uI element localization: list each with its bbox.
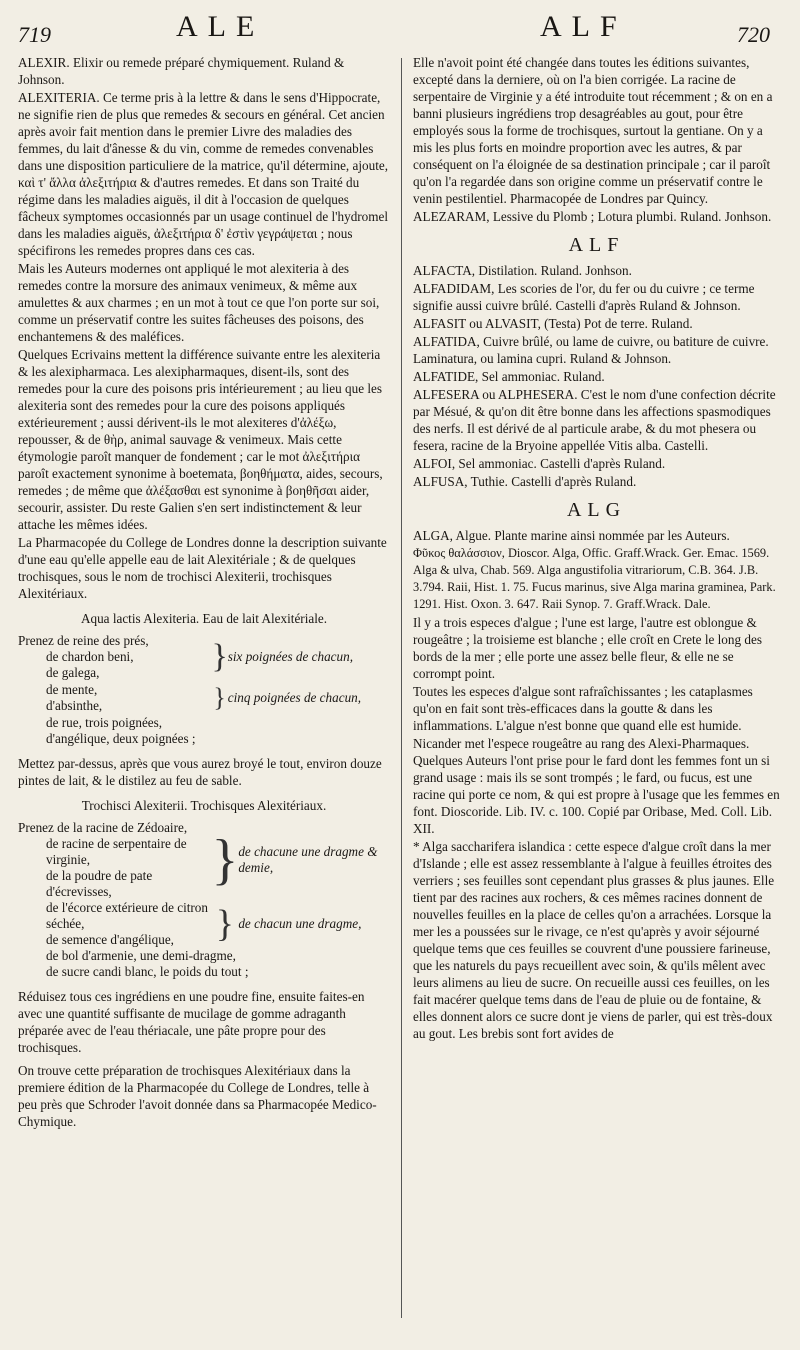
entry-alfacta: ALFACTA, Distilation. Ruland. Jonhson. [413,263,632,278]
recipe-title-trochisci: Trochisci Alexiterii. Trochisques Alexitériaux. [81,798,327,813]
paragraph-reduisez: Réduisez tous ces ingrédiens en une poudre fine, ensuite faites-en avec une quantité suffisante de mucilage de gomme adraganth préparée avec de l'eau thériacale, une pâte propre pour des trochisques. [18,989,365,1055]
recipe-line: de semence d'angélique, [46,932,174,947]
paragraph-mettez: Mettez par-dessus, après que vous aurez broyé le tout, environ douze pintes de lait, & le distilez au feu de sable. [18,756,382,788]
recipe-line: de sucre candi blanc, le poids du tout ; [46,964,249,979]
entry-alga: ALGA, Algue. Plante marine ainsi nommée par les Auteurs. [413,528,730,543]
recipe-note: cinq poignées de chacun, [227,690,362,705]
recipe-line: de l'écorce extérieure de citron séchée, [46,900,208,931]
entry-alfesera: ALFESERA ou ALPHESERA. C'est le nom d'une confection décrite par Mésué, & qu'on dit être bonne dans les affections spasmodiques des nerfs. Il est dérivé de al particule arabe, & du mot phesera ou fesera, racine de la Bryoine appellée Vitis alba. Castelli. [413,387,776,453]
right-page-number: 720 [737,22,770,47]
paragraph-trois-especes: Il y a trois especes d'algue ; l'une est large, l'autre est oblongue & rougeâtre ; la troisieme est blanche ; elle croît en Crete le long des bords de la mer ; elle porte une assez belle fleur, & elle ne se corrompt point. [413,615,762,681]
recipe-trochisci [18,820,390,980]
recipe-line: d'absinthe, [46,698,103,713]
recipe-line: de bol d'armenie, une demi-dragme, [46,948,236,963]
section-heading-alf: ALF [568,234,625,256]
brace-icon: } [211,829,239,891]
column-divider [401,58,402,1318]
entry-alfatide: ALFATIDE, Sel ammoniac. Ruland. [413,369,605,384]
entry-alexir: ALEXIR. Elixir ou remede préparé chymiquement. Ruland & Johnson. [18,55,345,87]
entry-alezaram: ALEZARAM, Lessive du Plomb ; Lotura plumbi. Ruland. Jonhson. [413,209,772,224]
section-heading-alg: ALG [566,499,627,521]
brace-icon: } [213,683,226,712]
entry-alga-synonyms: Φῦκος θαλάσσιον, Dioscor. Alga, Offic. Graff.Wrack. Ger. Emac. 1569. Alga & ulva, Chab. 569. Alga angustifolia vitrariorum, C.B. 364. J.B. 3.794. Raii, Hist. 1. 75. Fucus marinus, sive Alga marina graminea, Park. 1291. Hist. Oxon. 3. 647. Raii Synop. 7. Graff.Wrack. Dale. [413,546,776,611]
recipe-line: de chardon beni, [46,649,134,664]
recipe-aqua [18,633,390,747]
brace-icon: } [215,903,234,945]
recipe-line: d'angélique, deux poignées ; [46,731,196,746]
entry-alexiteria: ALEXITERIA. Ce terme pris à la lettre & dans le sens d'Hippocrate, ne signifie rien de plus que remedes & secours en général. Cet ancien après avoir fait mention dans le premier Livre des maladies des femmes, du lait d'ânesse & du vin, comme de remedes convenables dans une disposition particuliere de la matrice, qu'il détermine, ajoute, καὶ τ' ἄλλα ἀλεξιτήρια & d'autres remedes. Et dans son Traité du régime dans les maladies aiguës, il dit à l'occasion de quelques fâcheux symptomes occasionnés par un usage continuel de l'hydromel dans les maladies aiguës, ἀλεξιτήρια δ' ἐστὶν γεγράψεται ; nous spécifirons les remedes propres dans ces cas. [18,90,389,258]
entry-alfusa: ALFUSA, Tuthie. Castelli d'après Ruland. [413,474,637,489]
paragraph-toutes-especes: Toutes les especes d'algue sont rafraîchissantes ; les cataplasmes qu'on en fait sont très-efficaces dans la goutte & dans les inflammations. L'algue n'est bonne que quand elle est humide. [413,684,753,733]
entry-alga-saccharifera: * Alga saccharifera islandica : cette espece d'algue croît dans la mer d'Islande ; elle est assez ressemblante à l'algue à feuilles étroites des verriers ; ses feuilles sont cependant plus grasses & plus jaunes. Elle tient par des racines aux rochers, & ces mêmes racines donnent de nouvelles feuilles en la place de celles qu'on a arrachées. Lorsque la mer les a poussées sur le rivage, ce n'est qu'après y avoir séjourné quelque tems que ces feuilles se couvrent d'une poussiere farineuse, que les naturels du pays recueillent avec soin, & qu'ils mêlent avec leurs alimens au lieu de sucre. On recueille aussi ces feuilles, on les fait macérer quelque tems dans de l'eau de pluie ou de fontaine, & elles donnent alors ce sucre dont je viens de parler, qui est très-doux au gout. Les brebis sont fort avides de [413,839,775,1041]
recipe-line: de la poudre de pate d'écrevisses, [46,868,153,899]
paragraph-continuation: Elle n'avoit point été changée dans toutes les éditions suivantes, excepté dans la derniere, où on l'a bien corrigée. La racine de serpentaire de Virginie y a été introduite tout récemment ; & on en a banni plusieurs ingrédiens trop desagréables au gout, pour être employés sous la forme de trochisques, surtout la gentiane. On y a mis les plus forts en moindre proportion avec les autres, & par conséquent on l'a éloignée de sa destination principale ; car il paroît qu'on l'a regardée dans son origine comme un préservatif contre le venin pestilentiel. Pharmacopée de Londres par Quincy. [413,55,773,206]
entry-alfasit: ALFASIT ou ALVASIT, (Testa) Pot de terre. Ruland. [413,316,693,331]
recipe-line: de racine de serpentaire de virginie, [46,836,187,867]
recipe-note: six poignées de chacun, [227,649,354,664]
right-running-head: ALF [540,10,627,43]
paragraph-nicander: Nicander met l'espece rougeâtre au rang des Alexi-Pharmaques. Quelques Auteurs l'ont prise pour le fard dont les femmes font un si grand usage : mais ils se sont trompés ; le fard, ou fucus, est une racine qui porte ce nom, & qui est propre à l'usage que les femmes en font. Dioscoride. Lib. IV. c. 100. Copié par Oribase, Med. Coll. Lib. XII. [413,736,780,836]
paragraph-on-trouve: On trouve cette préparation de trochisques Alexitériaux dans la premiere édition de la Pharmacopée du College de Londres, telle à peu près que Schroder l'avoit donnée dans sa Pharmacopée Medico-Chymique. [18,1063,377,1129]
entry-alfatida: ALFATIDA, Cuivre brûlé, ou lame de cuivre, ou batiture de cuivre. Laminatura, ou lamina cupri. Ruland & Johnson. [413,334,769,366]
left-column [18,54,390,1131]
recipe-line: de rue, trois poignées, [46,715,163,730]
left-running-head: ALE [176,10,265,43]
recipe-line: de galega, [46,665,100,680]
recipe-line: Prenez de la racine de Zédoaire, [18,820,188,835]
entry-alfoi: ALFOI, Sel ammoniac. Castelli d'après Ruland. [413,456,666,471]
paragraph-pharmacopee: La Pharmacopée du College de Londres donne la description suivante d'une eau qu'elle appelle eau de lait Alexitériale ; & de quelques trochisques, sous le nom de trochisci Alexiterii, trochisques Alexitériaux. [18,535,387,601]
recipe-line: Prenez de reine des prés, [18,633,149,648]
brace-icon: } [211,638,228,675]
paragraph-mais: Mais les Auteurs modernes ont appliqué le mot alexiteria à des remedes contre la morsure des animaux venimeux, & même aux amulettes & aux charmes ; en un mot à tout ce que l'on porte sur soi, comme un préservatif contre les suites fâcheuses des poisons, des enchantemens & des maléfices. [18,261,380,344]
entry-alfadidam: ALFADIDAM, Les scories de l'or, du fer ou du cuivre ; ce terme signifie aussi cuivre brûlé. Castelli d'après Ruland & Johnson. [413,281,755,313]
paragraph-quelques: Quelques Ecrivains mettent la différence suivante entre les alexiteria & les alexipharmaca. Les alexipharmaques, disent-ils, sont des remedes pour la cure des poisons pris intérieurement ; au lieu que les alexiteria sont des remedes pour la cure des poisons appliqués extérieurement ; aussi dérivent-ils le mot alexiteres d'ἀλέξω, repousser, & de θὴρ, animal sauvage & venimeux. Mais cette étymologie paroît manquer de fondement ; car le mot ἀλεξιτήρια paroît exactement synonime à boetemata, βοηθήματα, aides, secours, remedes ; de même que ἀλέξασθαι est synonime à βοηθῆσαι aider, secourir, assister. Du reste Galien s'en sert indistinctement & leur attache les mêmes idées. [18,347,383,532]
right-column [413,54,780,1043]
recipe-line: de mente, [46,682,98,697]
recipe-note: de chacune une dragme & demie, [238,844,378,875]
recipe-note: de chacun une dragme, [238,916,362,931]
left-page-number: 719 [18,22,51,47]
recipe-title-aqua: Aqua lactis Alexiteria. Eau de lait Alexitériale. [80,611,328,626]
